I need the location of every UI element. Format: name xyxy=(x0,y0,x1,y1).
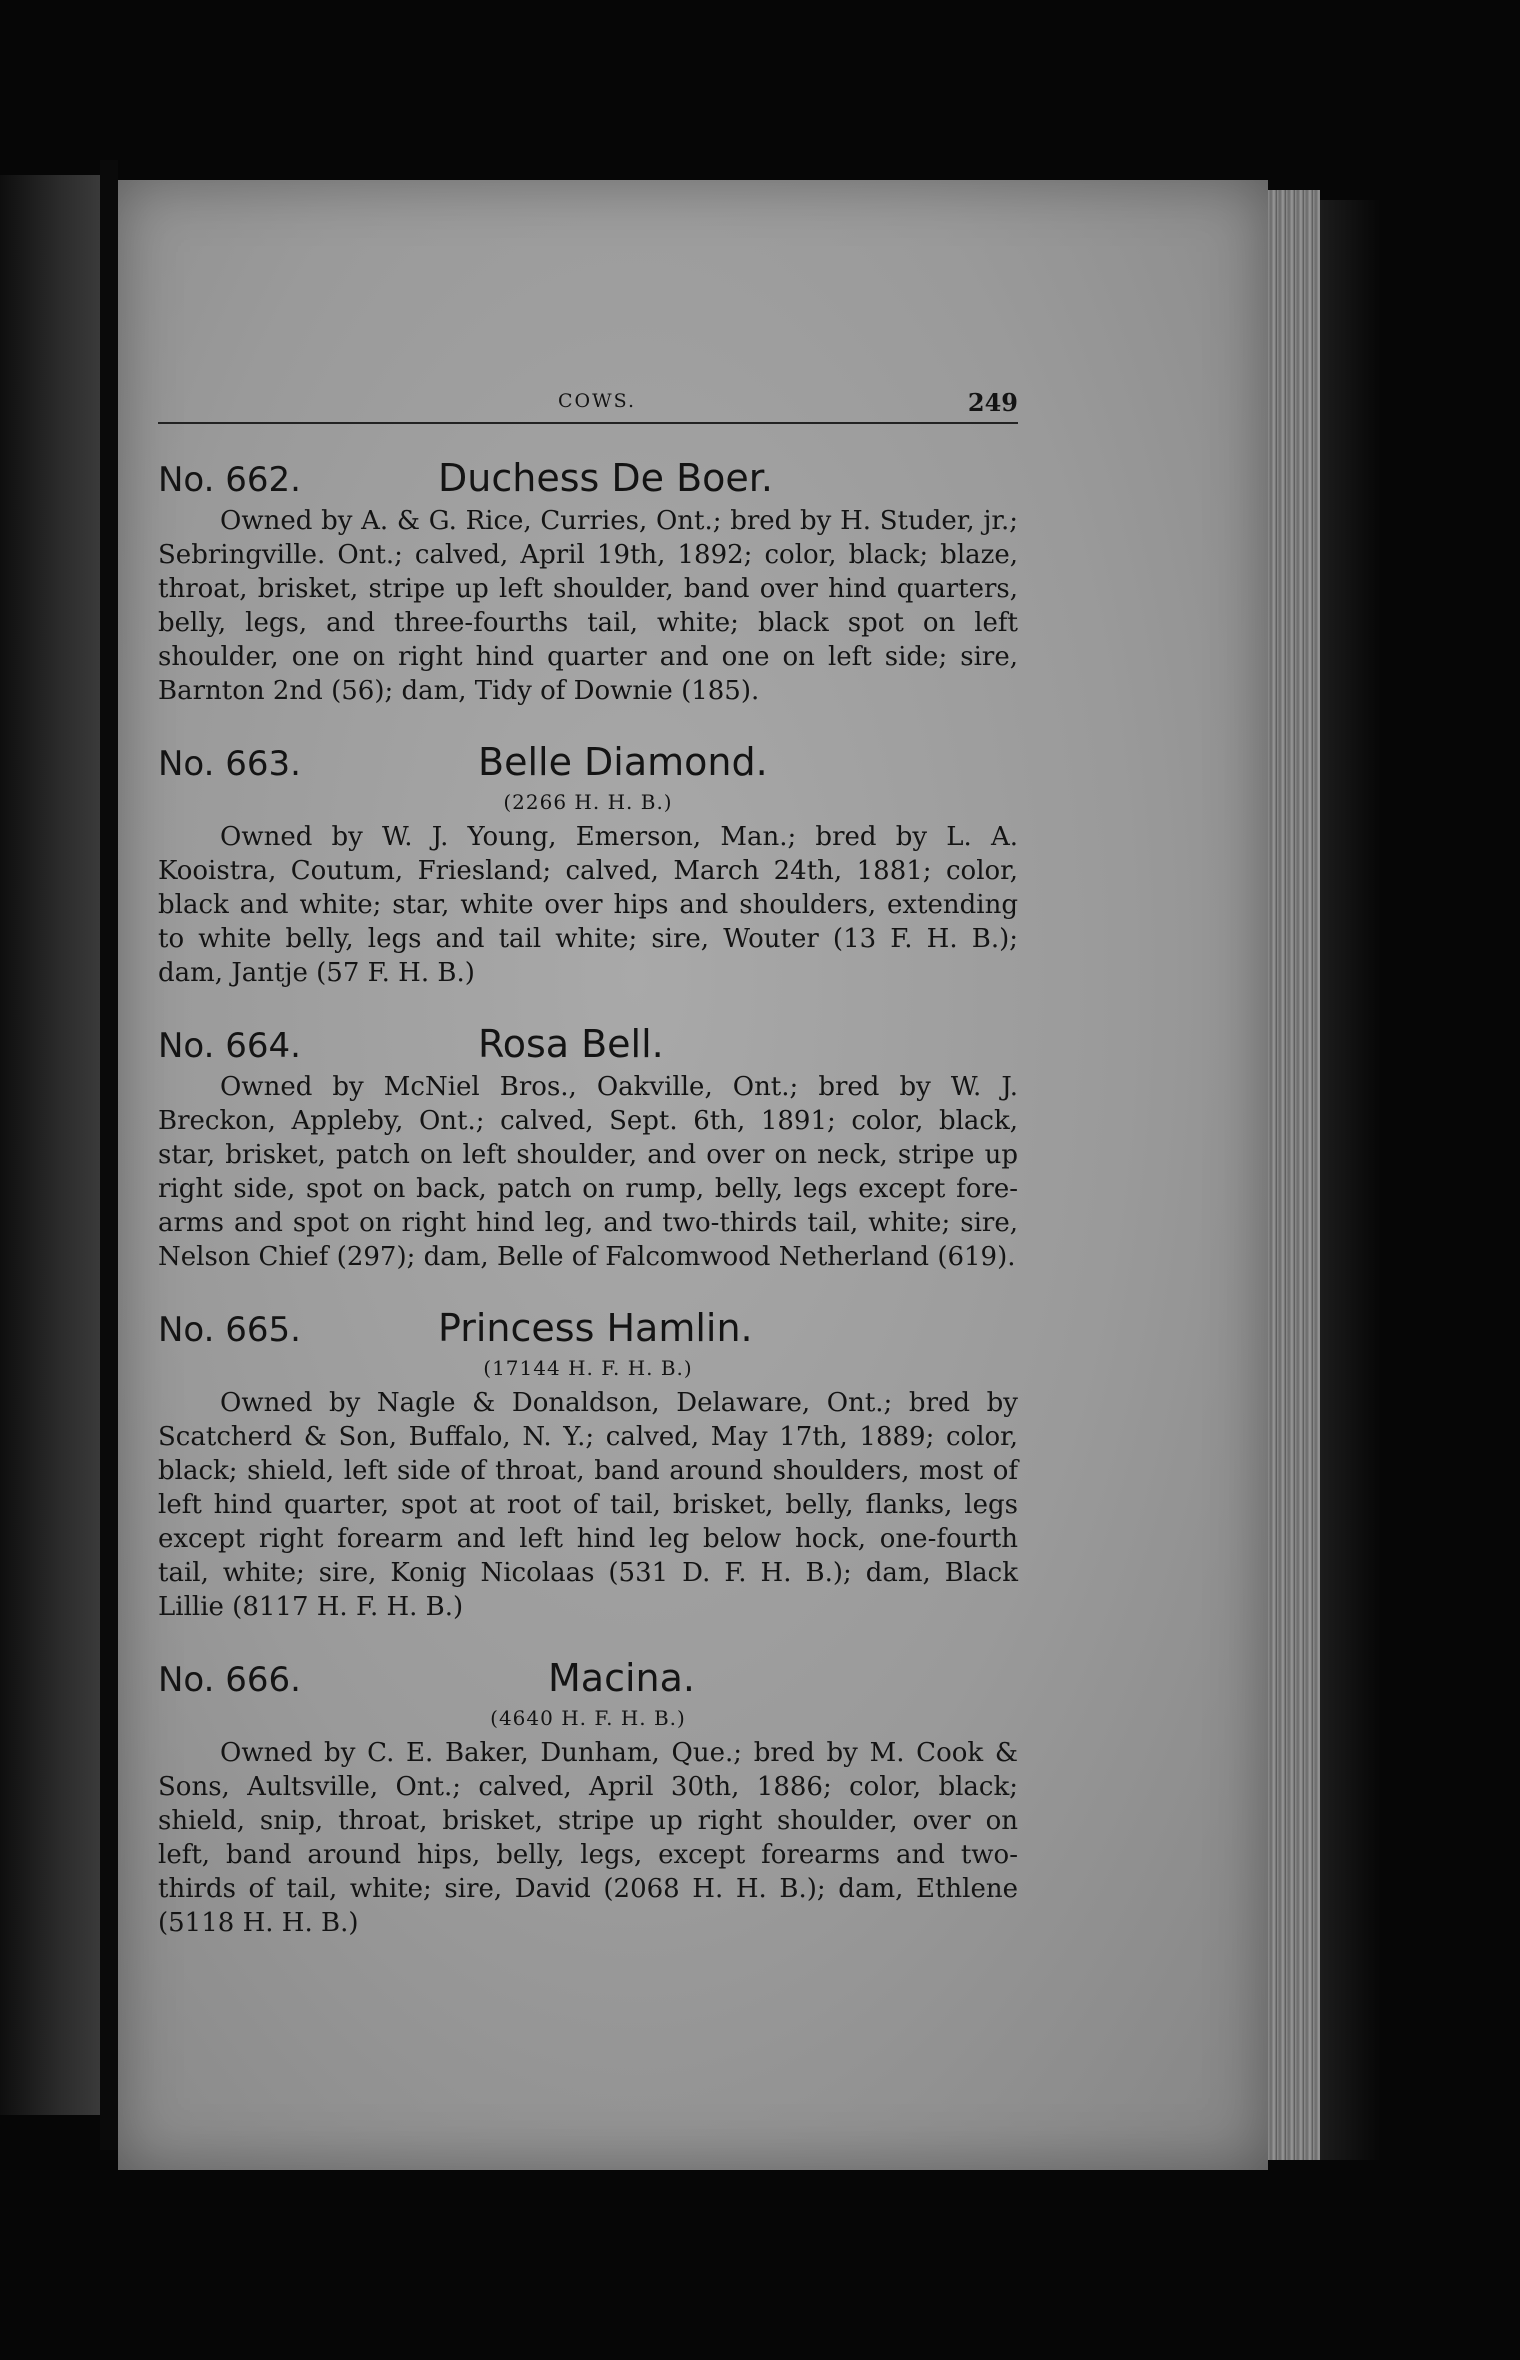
entry-heading xyxy=(158,740,1018,788)
entry-description: Owned by Nagle & Donaldson, Delaware, Ont.; bred by Scatcherd & Son, Buffalo, N. Y.; calved, May 17th, 1889; color, black; shield, left side of throat, band around shoulders, most of left hind quarter, spot at root of tail, brisket, belly, flanks, legs except right forearm and left hind leg below hock, one-fourth tail, white; sire, Konig Nicolaas (531 D. F. H. B.); dam, Black Lillie (8117 H. F. H. B.) xyxy=(158,1388,1018,1622)
herd-book-registration: (17144 H. F. H. B.) xyxy=(483,1356,693,1380)
entry-heading xyxy=(158,1656,1018,1704)
running-head xyxy=(158,380,1018,424)
book-gutter xyxy=(100,160,118,2150)
herd-book-registration: (4640 H. F. H. B.) xyxy=(490,1706,686,1730)
entry-number: No. 662. xyxy=(158,460,301,500)
entry-number: No. 663. xyxy=(158,744,301,784)
facing-page-edge xyxy=(0,175,100,2115)
entry-662 xyxy=(158,456,1018,708)
entry-description: Owned by McNiel Bros., Oakville, Ont.; bred by W. J. Breckon, Appleby, Ont.; calved, Sept. 6th, 1891; color, black, star, brisket, patch on left shoulder, and over on neck, stripe up right side, spot on back, patch on rump, belly, legs except fore-arms and spot on right hind leg, and two-thirds tail, white; sire, Nelson Chief (297); dam, Belle of Falcomwood Netherland (619). xyxy=(158,1072,1018,1272)
entry-name: Belle Diamond. xyxy=(478,740,768,784)
entry-number: No. 665. xyxy=(158,1310,301,1350)
herd-book-registration: (2266 H. H. B.) xyxy=(503,790,673,814)
entry-664 xyxy=(158,1022,1018,1274)
entry-666 xyxy=(158,1656,1018,1940)
entry-heading xyxy=(158,1306,1018,1354)
entry-description: Owned by A. & G. Rice, Curries, Ont.; bred by H. Studer, jr.; Sebringville. Ont.; calved, April 19th, 1892; color, black; blaze, throat, brisket, stripe up left shoulder, band over hind quarters, belly, legs, and three-fourths tail, white; black spot on left shoulder, one on right hind quarter and one on left side; sire, Barnton 2nd (56); dam, Tidy of Downie (185). xyxy=(158,506,1018,706)
page-shadow xyxy=(1320,200,1380,2160)
page-number: 249 xyxy=(967,388,1018,417)
entry-name: Princess Hamlin. xyxy=(438,1306,753,1350)
entry-number: No. 666. xyxy=(158,1660,301,1700)
entry-heading xyxy=(158,456,1018,504)
entry-name: Duchess De Boer. xyxy=(438,456,774,500)
entry-number: No. 664. xyxy=(158,1026,301,1066)
running-head-title: COWS. xyxy=(558,390,637,412)
entry-name: Macina. xyxy=(548,1656,695,1700)
entry-name: Rosa Bell. xyxy=(478,1022,664,1066)
entry-663 xyxy=(158,740,1018,990)
page-content xyxy=(158,380,1018,1940)
entry-description: Owned by C. E. Baker, Dunham, Que.; bred by M. Cook & Sons, Aultsville, Ont.; calved, April 30th, 1886; color, black; shield, snip, throat, brisket, stripe up right shoulder, over on left, band around hips, belly, legs, except forearms and two-thirds of tail, white; sire, David (2068 H. H. B.); dam, Ethlene (5118 H. H. B.) xyxy=(158,1738,1018,1938)
entry-heading xyxy=(158,1022,1018,1070)
entry-665 xyxy=(158,1306,1018,1624)
entry-description: Owned by W. J. Young, Emerson, Man.; bred by L. A. Kooistra, Coutum, Friesland; calved, March 24th, 1881; color, black and white; star, white over hips and shoulders, extending to white belly, legs and tail white; sire, Wouter (13 F. H. B.); dam, Jantje (57 F. H. B.) xyxy=(158,822,1018,988)
page-stack-edge xyxy=(1268,190,1320,2160)
